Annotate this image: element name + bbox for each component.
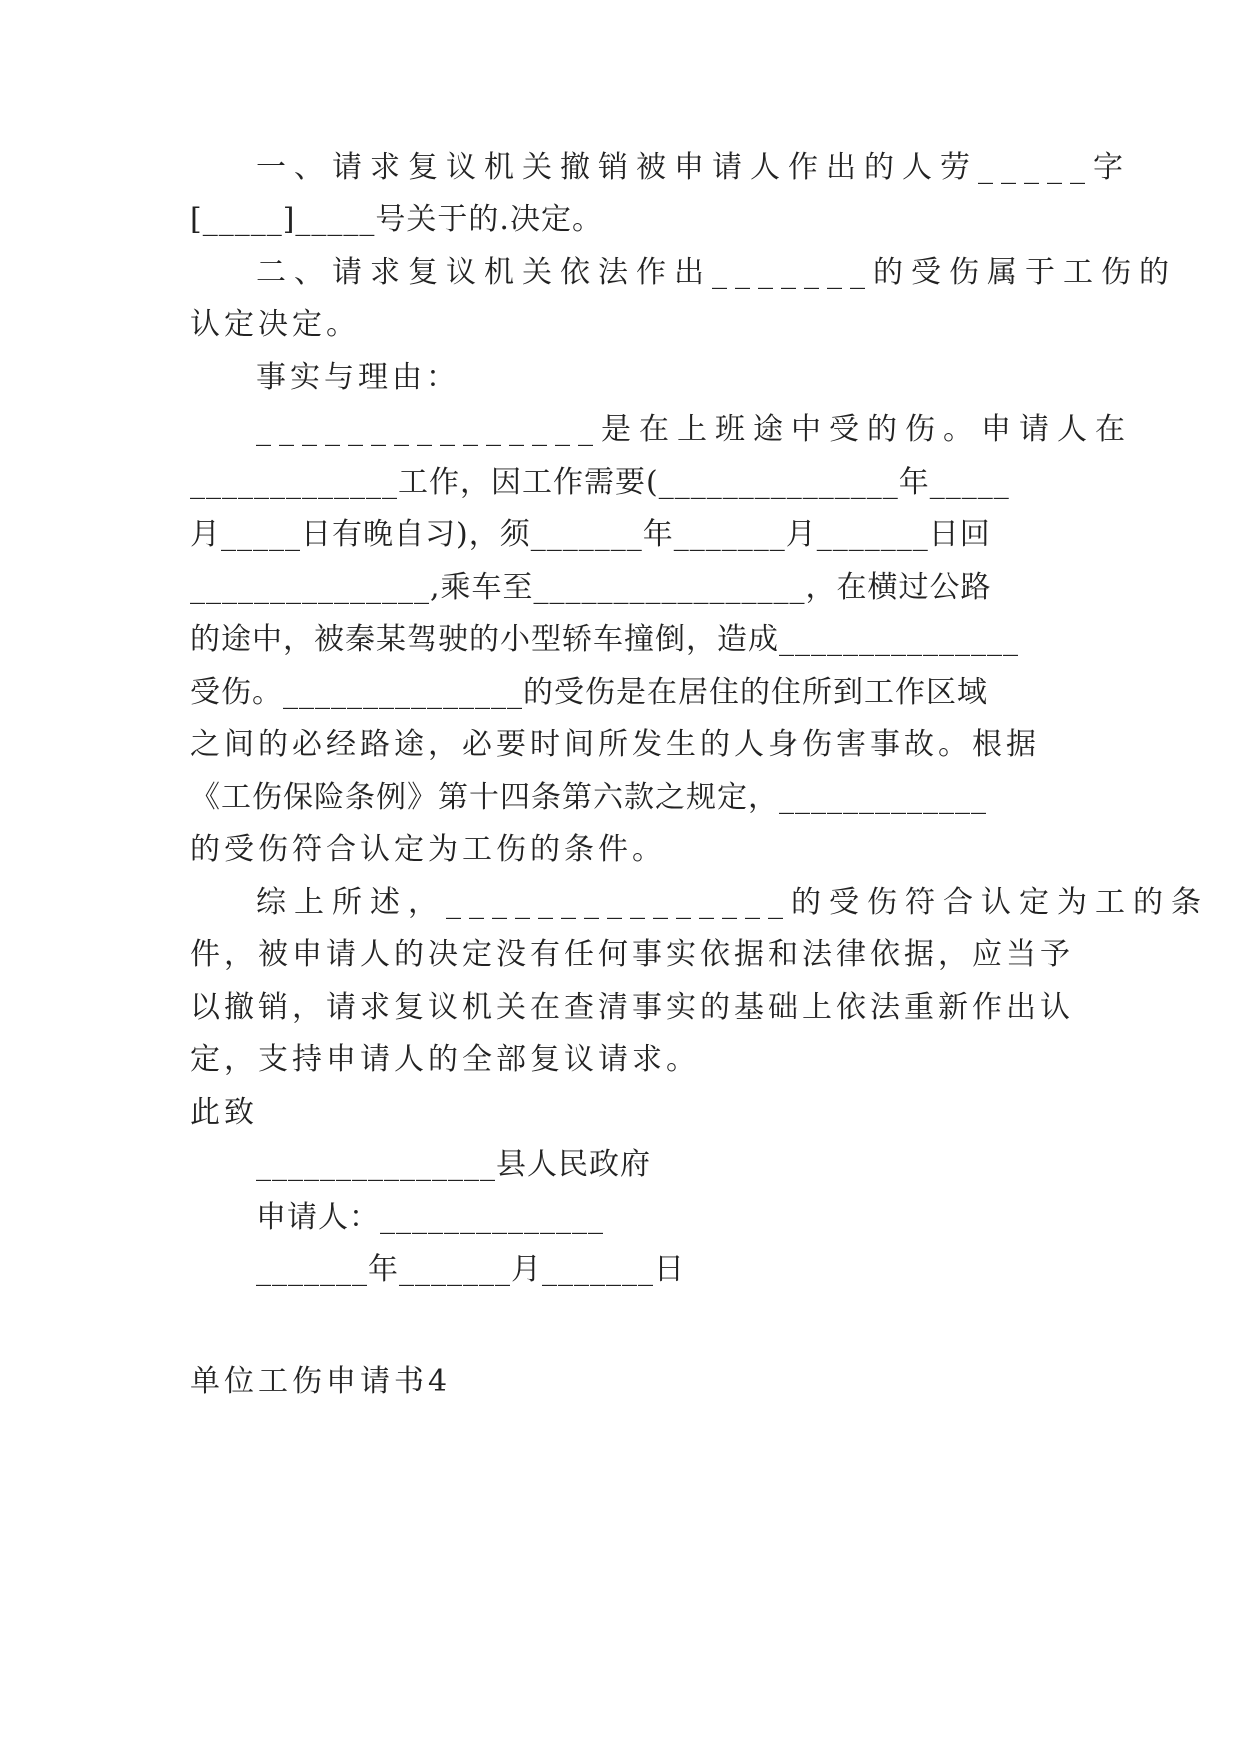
request-item-2: 二、请求复议机关依法作出_______的受伤属于工伤的 — [256, 255, 1177, 290]
facts-line-5: 的途中，被秦某驾驶的小型轿车撞倒，造成_______________ — [190, 622, 1019, 657]
summary-line-3: 以撤销，请求复议机关在查清事实的基础上依法重新作出认 — [190, 990, 1074, 1025]
facts-line-8: 《工伤保险条例》第十四条第六款之规定，_____________ — [190, 780, 987, 815]
request-item-1: 一、请求复议机关撤销被申请人作出的人劳_____字 — [256, 150, 1131, 185]
summary-line-4: 定，支持申请人的全部复议请求。 — [190, 1042, 700, 1077]
summary-line-2: 件，被申请人的决定没有任何事实依据和法律依据，应当予 — [190, 937, 1074, 972]
date-line: _______年_______月_______日 — [256, 1252, 685, 1287]
facts-line-2: _____________工作，因工作需要(_______________年_____ — [190, 465, 1010, 500]
facts-line-1: _______________是在上班途中受的伤。申请人在 — [256, 412, 1133, 447]
facts-line-3: 月_____日有晚自习)，须_______年_______月_______日回 — [190, 517, 991, 552]
next-section-title: 单位工伤申请书4 — [190, 1364, 452, 1399]
facts-line-4: _______________,乘车至_________________，在横过公路 — [190, 570, 992, 605]
summary-line-1: 综上所述，_______________的受伤符合认定为工的条 — [256, 885, 1209, 920]
section-heading-facts: 事实与理由： — [256, 360, 460, 395]
recipient: _______________县人民政府 — [256, 1147, 651, 1182]
applicant-signature: 申请人：______________ — [256, 1200, 604, 1235]
request-item-1-cont: [_____]_____号关于的.决定。 — [190, 202, 603, 237]
facts-line-7: 之间的必经路途，必要时间所发生的人身伤害事故。根据 — [190, 727, 1040, 762]
facts-line-6: 受伤。_______________的受伤是在居住的住所到工作区域 — [190, 675, 988, 710]
facts-line-9: 的受伤符合认定为工伤的条件。 — [190, 832, 666, 867]
request-item-2-cont: 认定决定。 — [190, 307, 360, 342]
salutation: 此致 — [190, 1095, 258, 1130]
